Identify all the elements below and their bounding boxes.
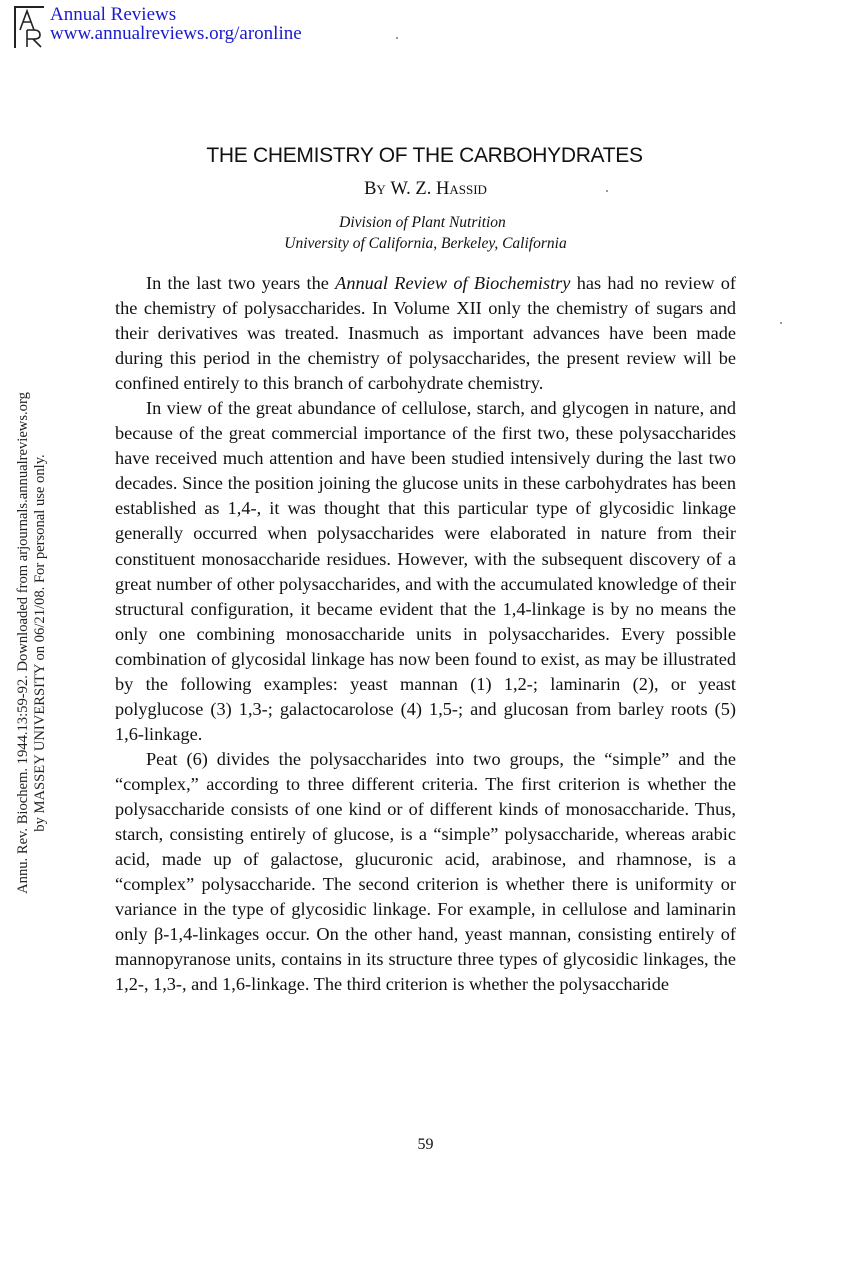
annual-reviews-logo (14, 6, 44, 48)
speck (396, 37, 398, 39)
paragraph-1-end: has had no review of the chemistry of polysaccharides. In Volume XII only the chemistry of sugars and their derivatives was treated. Inasmuch as important advances have been made during this period in the chemistry of polysaccharides, the present review will be confined entirely to this branch of carbohydrate chemistry. (115, 273, 736, 394)
paragraph-1-start: In the last two years the (146, 273, 336, 293)
download-watermark (15, 273, 49, 1013)
url-link[interactable]: www.annualreviews.org/aronline (50, 23, 302, 44)
paragraph-2: In view of the great abundance of cellulose, starch, and glycogen in nature, and because of the great commercial importance of the first two, these polysaccharides have received much attention and have been studied intensively during the last two decades. Since the position joining the glucose units in these carbohydrates has been established as 1,4-, it was thought that this particular type of glycosidic linkage generally occurred when polysaccharides were elaborated in nature from their constituent monosaccharide residues. However, with the subsequent discovery of a great number of other polysaccharides, and with the accumulated knowledge of their structural configuration, it became evident that the 1,4-linkage is by no means the only one combining monosaccharide units in polysaccharides. Every possible combination of glycosidal linkage has now been found to exist, as may be illustrated by the following examples: yeast mannan (1) 1,2-; laminarin (2), or yeast polyglucose (3) 1,3-; galactocarolose (4) 1,5-; and glucosan from barley roots (5) 1,6-linkage. (115, 398, 736, 744)
logo-ar-icon (16, 8, 44, 48)
author-name: W. Z. Hassid (390, 179, 487, 199)
byline-prefix: By (364, 179, 386, 199)
affiliation-university: University of California, Berkeley, California (284, 235, 567, 252)
journal-name: Annual Review of Biochemistry (335, 273, 571, 293)
title-text: THE CHEMISTRY OF THE CARBOHYDRATES (206, 144, 643, 167)
speck (780, 322, 782, 324)
header (50, 5, 302, 43)
byline (0, 179, 851, 200)
paragraph-1 (115, 271, 736, 396)
speck (606, 190, 608, 192)
publisher-link[interactable]: Annual Reviews (50, 4, 177, 25)
paragraph-3: Peat (6) divides the polysaccharides into two groups, the “simple” and the “complex,” according to three different criteria. The first criterion is whether the polysaccharide consists of one kind or of different kinds of monosaccharide. Thus, starch, consisting entirely of glucose, is a “simple” polysaccharide, whereas arabic acid, made up of galactose, glucuronic acid, arabinose, and rhamnose, is a “complex” polysaccharide. The second criterion is whether there is uniformity or variance in the type of glycosidic linkage. For example, in cellulose and laminarin only β-1,4-linkages occur. On the other hand, yeast mannan, consisting entirely of mannopyranose units, contains in its structure three types of glycosidic linkages, the 1,2-, 1,3-, and 1,6-linkage. The third criterion is whether the polysaccharide (115, 748, 736, 995)
watermark-line-1: Annu. Rev. Biochem. 1944.13:59-92. Downloaded from arjournals.annualreviews.org (15, 392, 31, 894)
page-number: 59 (417, 1136, 434, 1153)
affiliation-division: Division of Plant Nutrition (339, 214, 506, 231)
watermark-line-2: by MASSEY UNIVERSITY on 06/21/08. For personal use only. (32, 454, 48, 832)
article-title (0, 144, 851, 168)
article-body (115, 271, 736, 997)
